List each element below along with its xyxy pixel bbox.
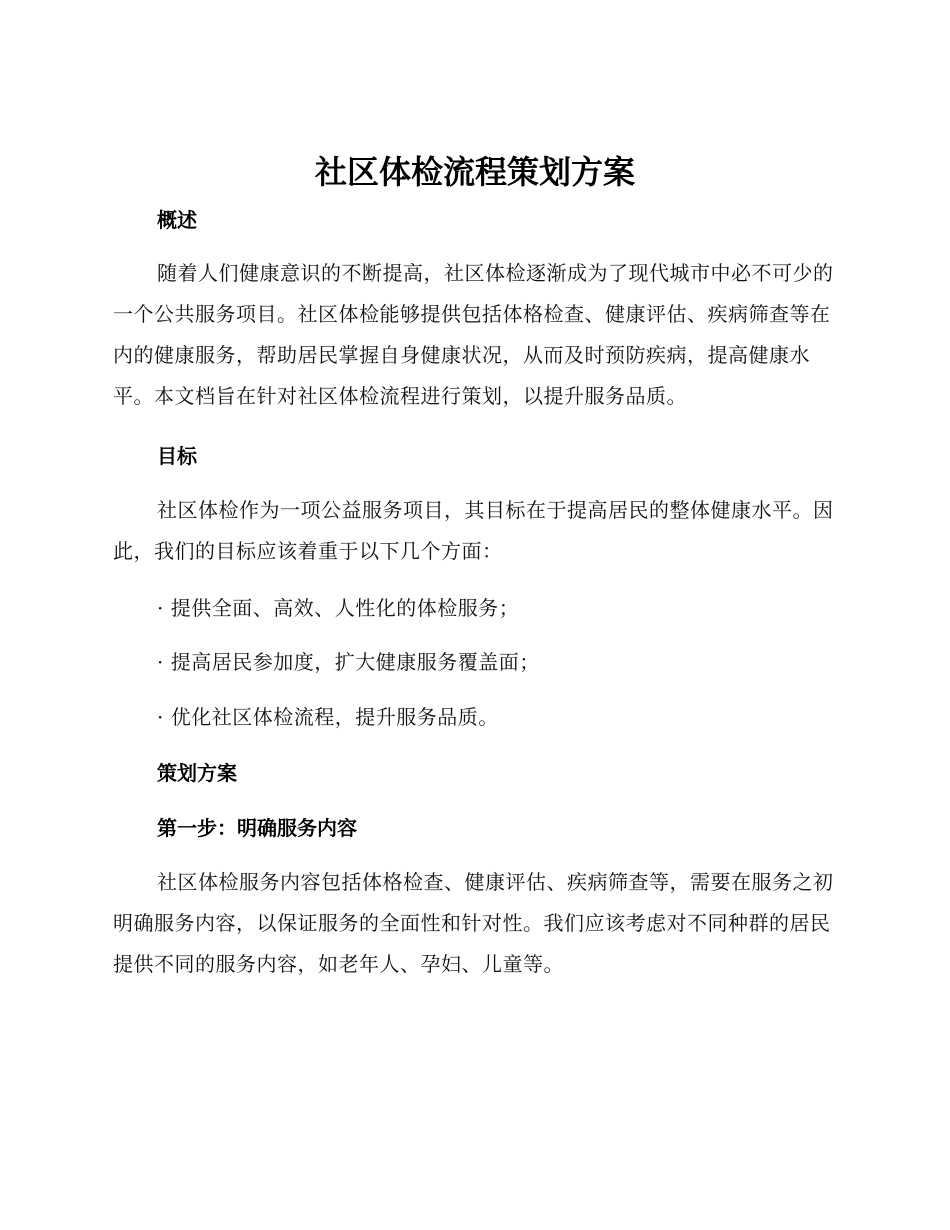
- section-heading-goals: 目标: [157, 444, 197, 468]
- goals-paragraph: 社区体检作为一项公益服务项目，其目标在于提高居民的整体健康水平。因此，我们的目标应该着重于以下几个方面：: [113, 498, 834, 563]
- goal-bullet-item: · 优化社区体检流程，提升服务品质。: [157, 705, 499, 729]
- section-heading-overview: 概述: [157, 208, 197, 232]
- document-title: 社区体检流程策划方案: [314, 153, 635, 191]
- goal-bullet-item: · 提供全面、高效、人性化的体检服务；: [157, 596, 520, 620]
- step1-heading: 第一步：明确服务内容: [157, 816, 357, 840]
- step1-paragraph: 社区体检服务内容包括体格检查、健康评估、疾病筛查等，需要在服务之初明确服务内容，以保证服务的全面性和针对性。我们应该考虑对不同种群的居民提供不同的服务内容，如老年人、孕妇、儿童等。: [113, 870, 834, 976]
- overview-paragraph: 随着人们健康意识的不断提高，社区体检逐渐成为了现代城市中必不可少的一个公共服务项目。社区体检能够提供包括体格检查、健康评估、疾病筛查等在内的健康服务，帮助居民掌握自身健康状况，从而及时预防疾病，提高健康水平。本文档旨在针对社区体检流程进行策划，以提升服务品质。: [113, 261, 834, 408]
- goal-bullet-item: · 提高居民参加度，扩大健康服务覆盖面；: [157, 650, 540, 674]
- section-heading-plan: 策划方案: [157, 761, 237, 785]
